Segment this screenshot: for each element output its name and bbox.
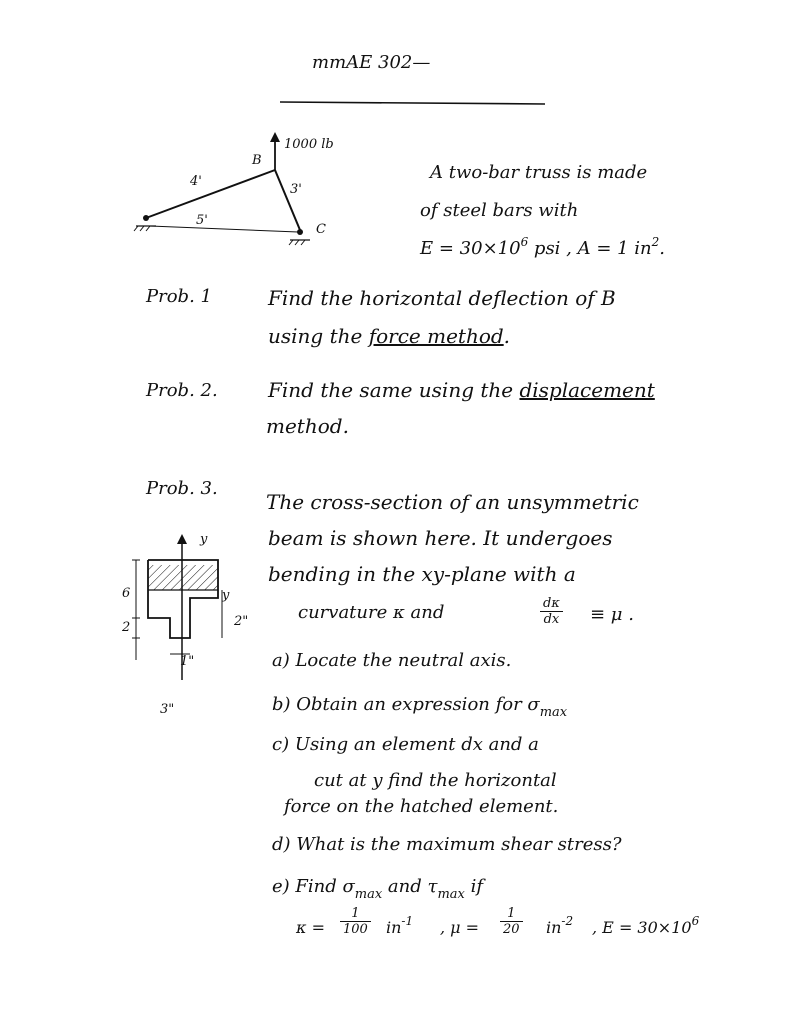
mu-lhs: , μ =: [440, 918, 480, 937]
dim-left-top: 6: [122, 586, 131, 601]
kappa-fraction: $\frac{1}{100}$: [340, 906, 371, 937]
dim-right: 2": [234, 614, 249, 629]
prob3-line1: The cross-section of an unsymmetric: [266, 490, 639, 514]
question-c-line1: c) Using an element dx and a: [272, 734, 539, 755]
length-bc-label: 3': [290, 182, 302, 197]
header-rule: [270, 92, 560, 112]
prob3-line2: beam is shown here. It undergoes: [268, 526, 613, 550]
dim-width: 3": [160, 702, 175, 717]
truss-desc-line3: $E = 30\times 10^6$ psi , A = 1 $in^2$.: [420, 235, 666, 259]
prob1-line2: using the force method.: [268, 324, 511, 348]
dim-bottom: 1": [180, 654, 195, 669]
truss-desc-line2: of steel bars with: [420, 200, 579, 221]
question-b: b) Obtain an expression for $\sigma_{max}$: [272, 694, 568, 720]
mu-def: ≡ μ .: [590, 604, 634, 625]
question-c-line2: cut at y find the horizontal: [314, 770, 557, 791]
prob2-line2: method.: [266, 414, 349, 438]
cut-y-label: y: [222, 588, 230, 603]
prob3-line4: curvature κ and: [298, 602, 445, 623]
prob1-label: Prob. 1: [146, 286, 212, 307]
load-label: 1000 lb: [284, 137, 334, 152]
node-c-label: C: [316, 222, 326, 237]
length-ac-label: 5': [196, 213, 208, 228]
prob3-label: Prob. 3.: [146, 478, 218, 499]
prob1-line1: Find the horizontal deflection of B: [268, 286, 616, 310]
prob3-line3: bending in the xy-plane with a: [268, 562, 576, 586]
dk-dx-fraction: $\frac{d\kappa}{dx}$: [540, 596, 563, 627]
truss-desc-line1: A two-bar truss is made: [430, 162, 648, 183]
prob2-line1: Find the same using the displacement: [268, 378, 655, 402]
course-title: mmAE 302—: [312, 52, 431, 73]
node-b-label: B: [252, 153, 262, 168]
cross-section-y-axis-label: y: [200, 532, 208, 547]
e-value: , $E = 30\times 10^6$: [592, 914, 700, 937]
length-ab-label: 4': [190, 174, 202, 189]
kappa-unit: $in^{-1}$: [386, 914, 414, 937]
question-d: d) What is the maximum shear stress?: [272, 834, 622, 855]
mu-unit: $in^{-2}$: [546, 914, 574, 937]
prob2-label: Prob. 2.: [146, 380, 218, 401]
question-c-line3: force on the hatched element.: [284, 796, 559, 817]
question-a: a) Locate the neutral axis.: [272, 650, 512, 671]
kappa-lhs: κ =: [296, 918, 325, 937]
mu-fraction: $\frac{1}{20}$: [500, 906, 523, 937]
question-e: e) Find $\sigma_{max}$ and $\tau_{max}$ if: [272, 876, 484, 902]
dim-left-bottom: 2: [122, 620, 131, 635]
